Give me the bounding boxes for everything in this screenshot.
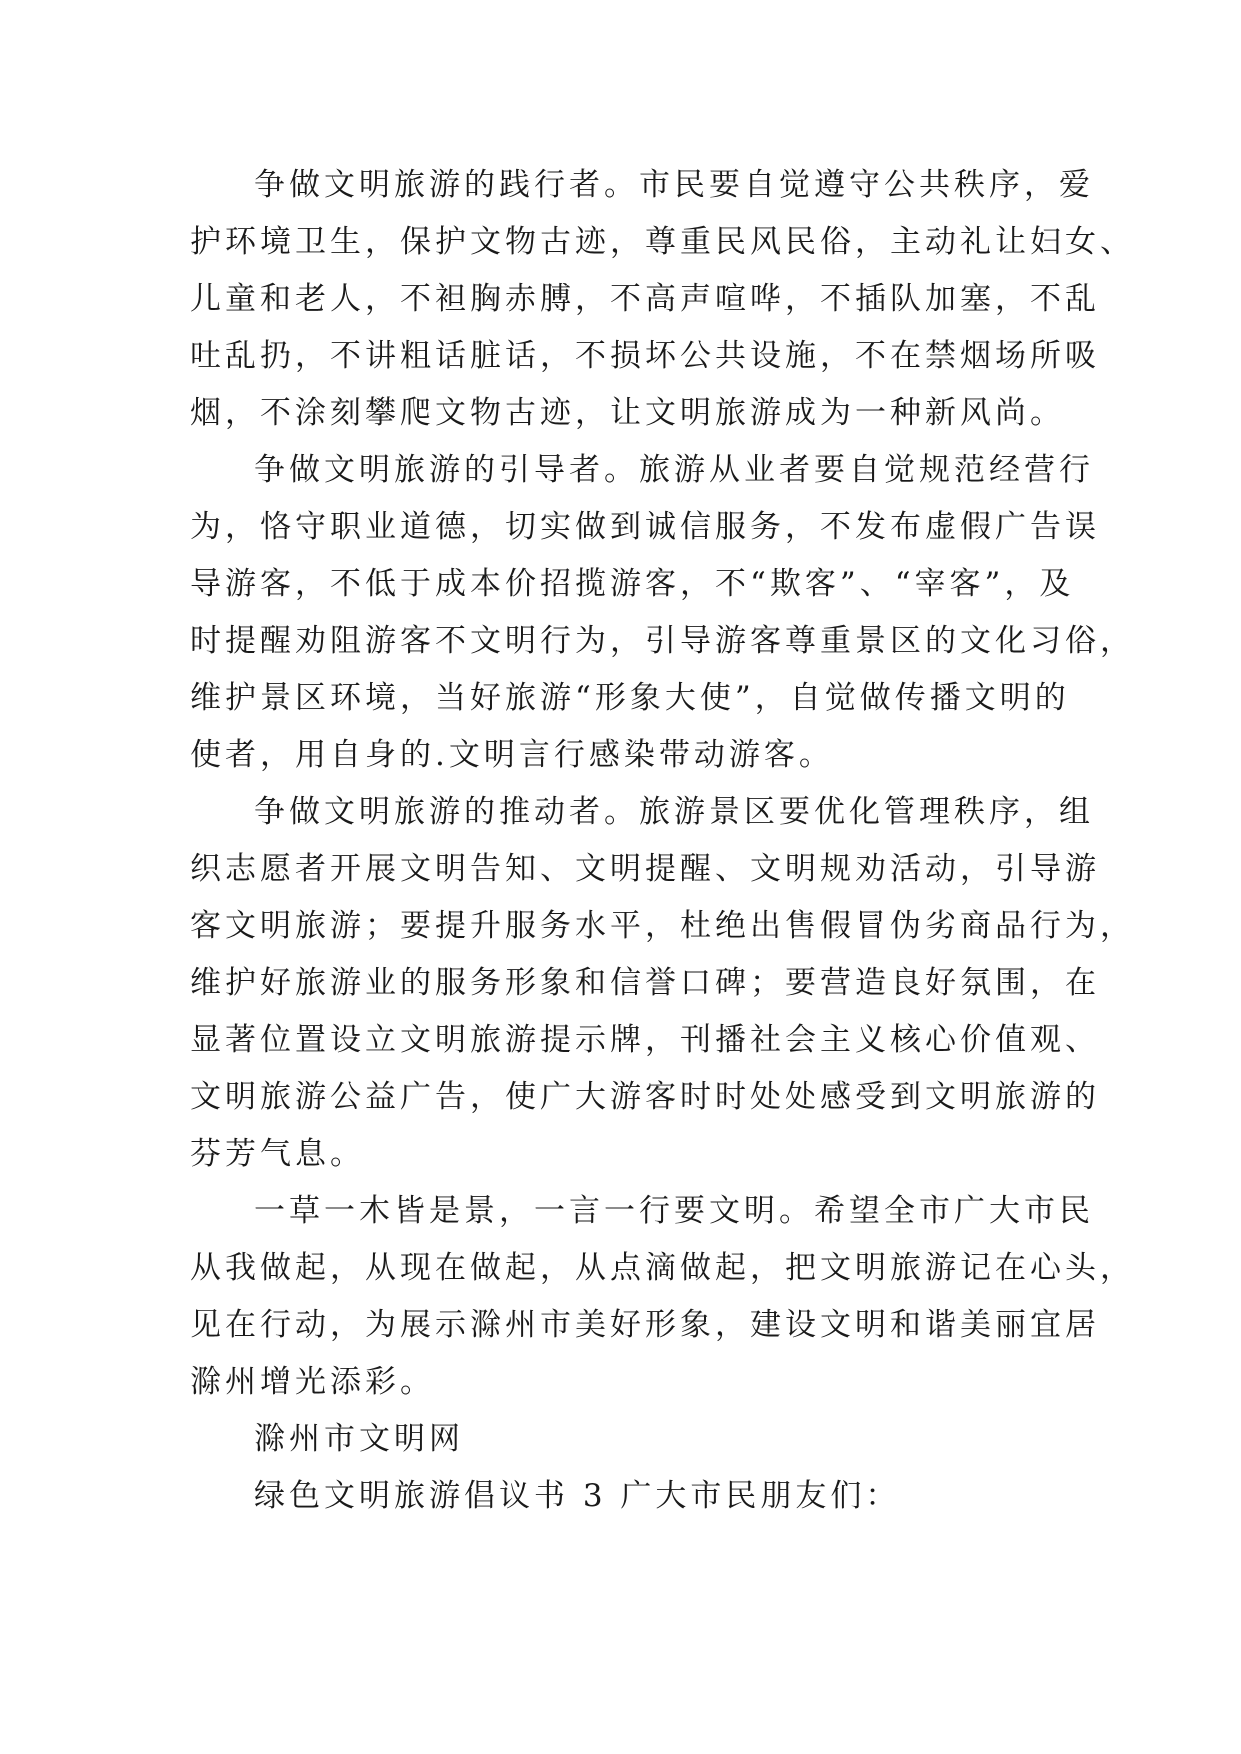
text-line: 织志愿者开展文明告知、文明提醒、文明规劝活动，引导游 bbox=[190, 851, 1100, 887]
text-line: 为，恪守职业道德，切实做到诚信服务，不发布虚假广告误 bbox=[190, 509, 1100, 545]
text-line: 见在行动，为展示滁州市美好形象，建设文明和谐美丽宜居 bbox=[190, 1307, 1100, 1343]
paragraph-practitioner bbox=[190, 157, 1135, 442]
paragraph-next-title bbox=[190, 1468, 1052, 1525]
document-body bbox=[190, 157, 1135, 1525]
paragraph-closing bbox=[190, 1183, 1135, 1411]
text-line: 护环境卫生，保护文物古迹，尊重民风民俗，主动礼让妇女、 bbox=[190, 224, 1135, 260]
text-line: 文明旅游公益广告，使广大游客时时处处感受到文明旅游的 bbox=[190, 1079, 1100, 1115]
text-line: 客文明旅游；要提升服务水平，杜绝出售假冒伪劣商品行为， bbox=[190, 908, 1135, 944]
text-line: 争做文明旅游的推动者。旅游景区要优化管理秩序，组 bbox=[254, 794, 1094, 830]
text-line: 维护好旅游业的服务形象和信誉口碑；要营造良好氛围，在 bbox=[190, 965, 1100, 1001]
source-line: 滁州市文明网 bbox=[254, 1421, 464, 1457]
text-line: 导游客，不低于成本价招揽游客，不“欺客”、“宰客”，及 bbox=[190, 566, 1075, 602]
text-line: 时提醒劝阻游客不文明行为，引导游客尊重景区的文化习俗， bbox=[190, 623, 1135, 659]
paragraph-promoter bbox=[190, 784, 1135, 1183]
text-line: 维护景区环境，当好旅游“形象大使”，自觉做传播文明的 bbox=[190, 680, 1070, 716]
text-line: 儿童和老人，不袒胸赤膊，不高声喧哗，不插队加塞，不乱 bbox=[190, 281, 1100, 317]
text-line: 滁州增光添彩。 bbox=[190, 1364, 435, 1400]
text-line: 显著位置设立文明旅游提示牌，刊播社会主义核心价值观、 bbox=[190, 1022, 1100, 1058]
text-line: 从我做起，从现在做起，从点滴做起，把文明旅游记在心头， bbox=[190, 1250, 1135, 1286]
text-line: 烟，不涂刻攀爬文物古迹，让文明旅游成为一种新风尚。 bbox=[190, 395, 1065, 431]
next-title-line: 绿色文明旅游倡议书 3 广大市民朋友们： bbox=[254, 1478, 901, 1514]
text-line: 争做文明旅游的引导者。旅游从业者要自觉规范经营行 bbox=[254, 452, 1094, 488]
paragraph-guide bbox=[190, 442, 1135, 784]
text-line: 吐乱扔，不讲粗话脏话，不损坏公共设施，不在禁烟场所吸 bbox=[190, 338, 1100, 374]
text-line: 使者，用自身的.文明言行感染带动游客。 bbox=[190, 737, 834, 773]
text-line: 一草一木皆是景，一言一行要文明。希望全市广大市民 bbox=[254, 1193, 1094, 1229]
text-line: 芬芳气息。 bbox=[190, 1136, 365, 1172]
paragraph-source bbox=[190, 1411, 1052, 1468]
text-line: 争做文明旅游的践行者。市民要自觉遵守公共秩序，爱 bbox=[254, 167, 1094, 203]
